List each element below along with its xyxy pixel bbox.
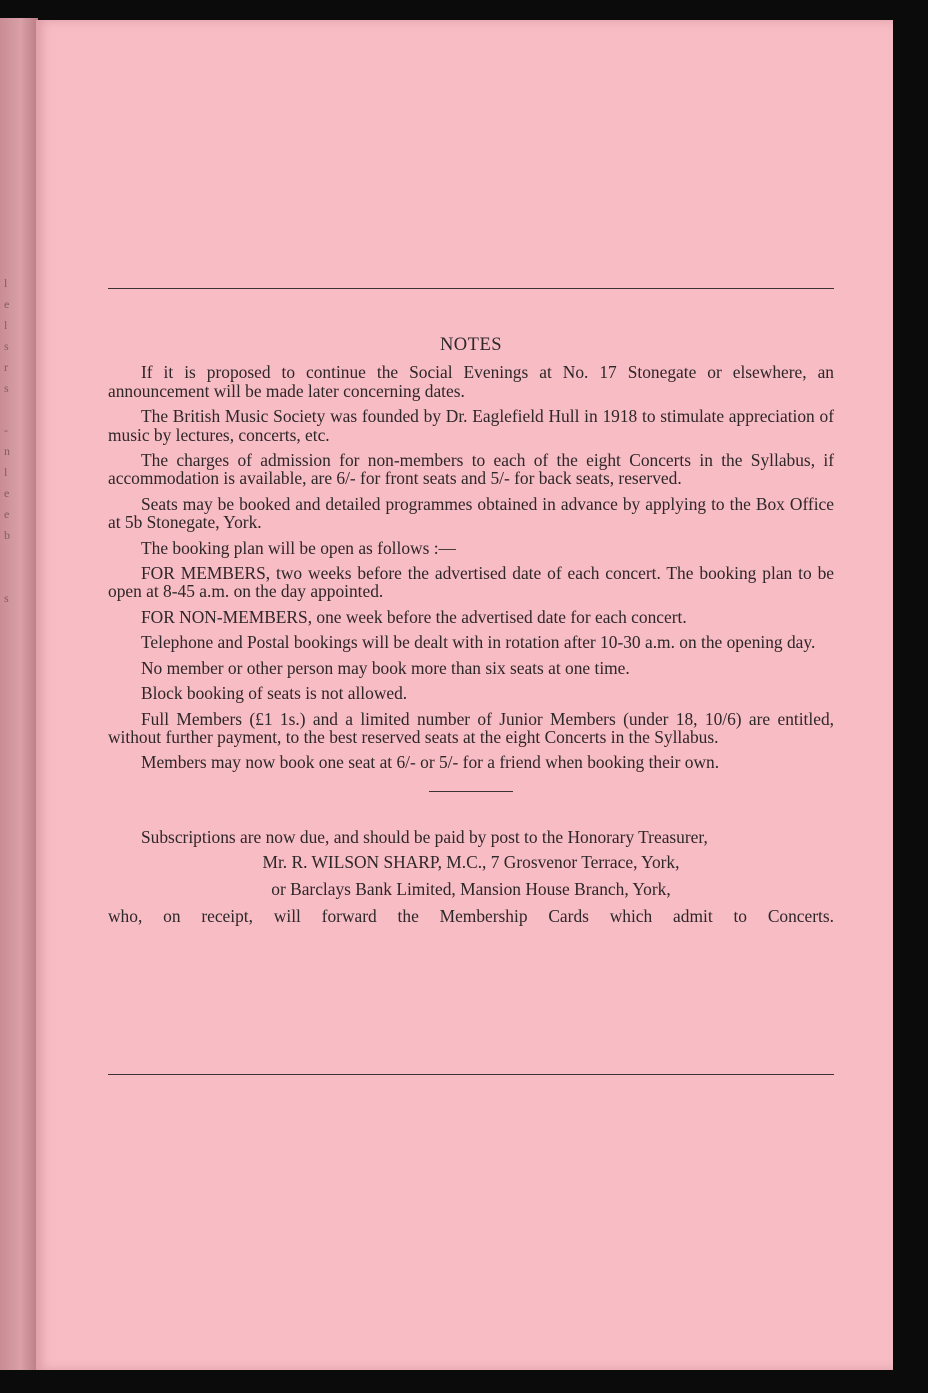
note-paragraph: If it is proposed to continue the Social Evenings at No. 17 Stonegate or elsewhere, an announcement will be made later concerning dates. — [108, 362, 834, 401]
notes-section — [108, 336, 834, 925]
top-divider — [108, 288, 834, 289]
note-paragraph: The charges of admission for non-members to each of the eight Concerts in the Syllabus, if accommodation is available, are 6/- for front seats and 5/- for back seats, reserved. — [108, 450, 834, 489]
note-paragraph: No member or other person may book more than six seats at one time. — [141, 657, 630, 678]
notes-title: NOTES — [439, 335, 503, 355]
short-divider — [429, 791, 513, 792]
subscriptions-intro: Subscriptions are now due, and should be paid by post to the Honorary Treasurer, — [141, 826, 708, 847]
note-paragraph: Block booking of seats is not allowed. — [141, 683, 408, 704]
previous-page-edge — [0, 18, 38, 1370]
note-paragraph: The British Music Society was founded by Dr. Eaglefield Hull in 1918 to stimulate appreciation of music by lectures, concerts, etc. — [108, 406, 834, 445]
note-paragraph: Seats may be booked and detailed programmes obtained in advance by applying to the Box Office at 5b Stonegate, York. — [108, 493, 834, 533]
bottom-divider — [108, 1074, 834, 1075]
bank-address: or Barclays Bank Limited, Mansion House Branch, York, — [271, 878, 671, 899]
note-paragraph: Members may now book one seat at 6/- or 5/- for a friend when booking their own. — [141, 752, 720, 773]
previous-page-text-fragments: l e l s r s - n l e e b s — [4, 276, 10, 605]
note-paragraph: Telephone and Postal bookings will be dealt with in rotation after 10-30 a.m. on the opening day. — [141, 632, 816, 653]
note-paragraph: FOR MEMBERS, two weeks before the advertised date of each concert. The booking plan to be open at 8-45 a.m. on the day appointed. — [108, 563, 834, 602]
treasurer-address: Mr. R. WILSON SHARP, M.C., 7 Grosvenor Terrace, York, — [262, 852, 680, 873]
subscriptions-closing: who, on receipt, will forward the Membership Cards which admit to Concerts. — [108, 905, 834, 926]
note-paragraph: FOR NON-MEMBERS, one week before the advertised date for each concert. — [141, 606, 687, 627]
note-paragraph: The booking plan will be open as follows :— — [141, 537, 456, 558]
note-paragraph: Full Members (£1 1s.) and a limited number of Junior Members (under 18, 10/6) are entitled, without further payment, to the best reserved seats at the eight Concerts in the Syllabus. — [108, 708, 834, 747]
